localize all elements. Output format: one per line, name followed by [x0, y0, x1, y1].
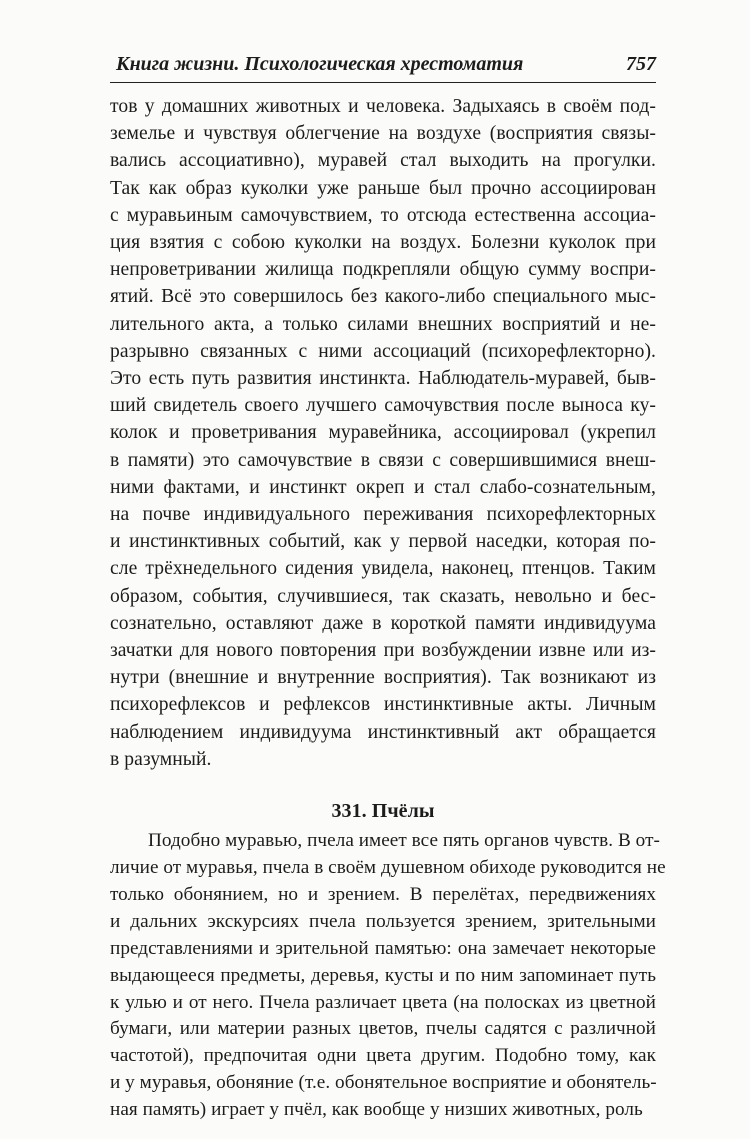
- page-body: [110, 93, 666, 1124]
- text-line: разрывно связанных с ними ассоциаций (психорефлекторно).: [110, 340, 656, 362]
- text-line: бумаги, или материи разных цветов, пчелы садятся с различной: [110, 1018, 656, 1040]
- text-line: ший свидетель своего лучшего самочувствия после выноса ку-: [110, 395, 656, 417]
- text-line: ятий. Всё это совершилось без какого-либо специального мыс-: [110, 286, 656, 308]
- text-line: зачатки для нового повторения при возбуждении извне или из-: [110, 640, 656, 662]
- text-line: и дальних экскурсиях пчела пользуется зрением, зрительными: [110, 910, 656, 932]
- section-paragraph: [110, 828, 666, 1124]
- text-line: Это есть путь развития инстинкта. Наблюдатель-муравей, быв-: [110, 368, 656, 390]
- text-line: вались ассоциативно), муравей стал выходить на прогулки.: [110, 150, 656, 172]
- text-line: представлениями и зрительной памятью: она замечает некоторые: [110, 937, 656, 959]
- text-line: психорефлексов и рефлексов инстинктивные акты. Личным: [110, 694, 656, 716]
- text-line: в разумный.: [110, 748, 212, 770]
- text-line: Так как образ куколки уже раньше был прочно ассоциирован: [110, 177, 656, 199]
- page-number: 757: [626, 53, 656, 75]
- text-line: лительного акта, а только силами внешних восприятий и не-: [110, 313, 656, 335]
- text-line: сле трёхнедельного сидения увидела, наконец, птенцов. Таким: [110, 558, 656, 580]
- text-line: ними фактами, и инстинкт окреп и стал слабо-сознательным,: [110, 476, 656, 498]
- text-line: частотой), предпочитая одни цвета другим. Подобно тому, как: [110, 1045, 656, 1067]
- text-line: нутри (внешние и внутренние восприятия). Так возникают из: [110, 667, 656, 689]
- running-header: [110, 46, 656, 83]
- text-line: Подобно муравью, пчела имеет все пять органов чувств. В от-: [148, 830, 660, 852]
- running-title: Книга жизни. Психологическая хрестоматия: [116, 53, 524, 75]
- text-line: ная память) играет у пчёл, как вообще у низших животных, роль: [110, 1099, 643, 1121]
- text-line: непроветривании жилища подкрепляли общую сумму воспри-: [110, 259, 656, 281]
- text-line: личие от муравья, пчела в своём душевном обиходе руководится не: [110, 856, 666, 878]
- text-line: и инстинктивных событий, как у первой наседки, которая по-: [110, 531, 656, 553]
- section-heading: 331. Пчёлы: [331, 800, 435, 823]
- text-line: наблюдением индивидуума инстинктивный акт обращается: [110, 721, 656, 743]
- text-line: тов у домашних животных и человека. Задыхаясь в своём под-: [110, 96, 656, 117]
- text-line: только обонянием, но и зрением. В перелётах, передвижениях: [110, 883, 656, 905]
- text-line: колок и проветривания муравейника, ассоциировал (укрепил: [110, 422, 656, 444]
- text-line: выдающееся предметы, деревья, кусты и по ним запоминает путь: [110, 964, 656, 986]
- paragraph-continuation: [110, 93, 656, 773]
- text-line: земелье и чувствуя облегчение на воздухе (восприятия связы-: [110, 123, 656, 145]
- text-line: сознательно, оставляют даже в короткой памяти индивидуума: [110, 612, 656, 634]
- text-line: в памяти) это самочувствие в связи с совершившимися внеш-: [110, 449, 656, 471]
- text-line: ция взятия с собою куколки на воздух. Болезни куколок при: [110, 232, 656, 254]
- text-line: с муравьиным самочувствием, то отсюда естественна ассоциа-: [110, 204, 656, 226]
- text-line: образом, события, случившиеся, так сказать, невольно и бес-: [110, 585, 656, 607]
- text-line: к улью и от него. Пчела различает цвета (на полосках из цветной: [110, 991, 656, 1013]
- text-line: и у муравья, обоняние (т.е. обонятельное восприятие и обонятель-: [110, 1072, 657, 1094]
- text-line: на почве индивидуального переживания психорефлекторных: [110, 504, 656, 526]
